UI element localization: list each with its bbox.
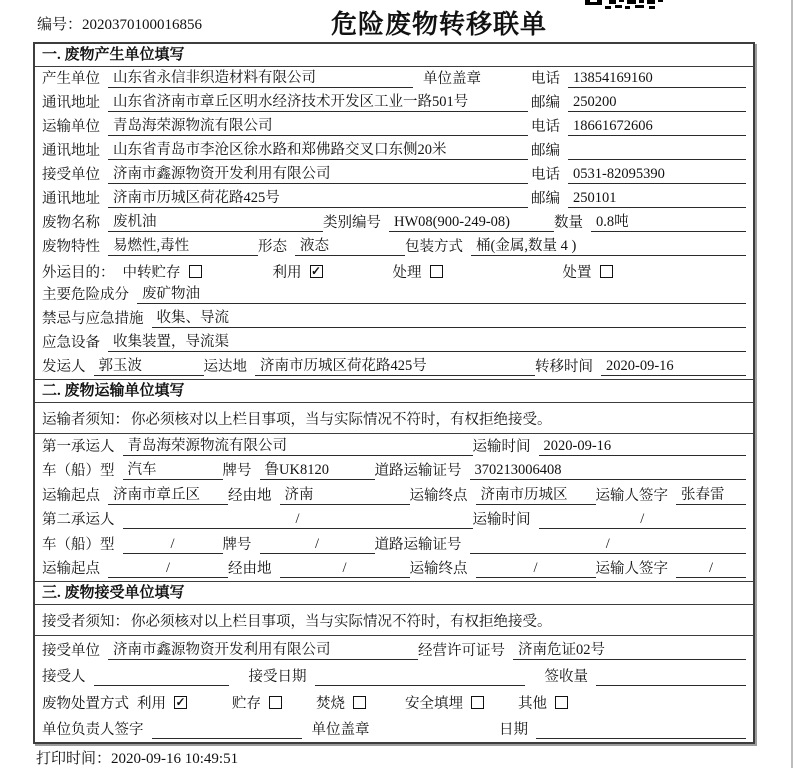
purpose-utilize-checkbox: [310, 265, 323, 278]
destination-label: 运达地: [203, 359, 247, 375]
transporter-phone-label: 电话: [531, 119, 560, 135]
first-carrier-label: 第一承运人: [42, 438, 115, 455]
transporter-signature-2-value: /: [676, 560, 746, 578]
receiver-address-value: 济南市历城区荷花路425号: [108, 186, 528, 208]
receiver-unit-seal-label: 单位盖章: [311, 722, 370, 738]
transporter-notice-row: [35, 403, 753, 434]
receive-date-label: 接受日期: [248, 669, 307, 685]
disposal-other-label: 其他: [518, 695, 547, 712]
disposal-storage-label: 贮存: [232, 695, 261, 712]
purpose-utilize-option: [273, 261, 393, 282]
waste-category-value: HW08(900-249-08): [389, 214, 554, 232]
disposal-utilize-option: [137, 692, 232, 713]
transporter-address-value: 山东省青岛市李沧区徐水路和郑佛路交叉口东侧20米: [108, 138, 528, 160]
receive-person-value: [94, 685, 229, 686]
print-time-value: 2020-09-16 10:49:51: [111, 751, 239, 767]
manifest-form: [33, 42, 755, 744]
checkbox-mark: ✓: [310, 264, 322, 278]
endpoint-2-label: 运输终点: [409, 561, 468, 577]
receiving-unit-row: [35, 636, 753, 663]
transporter-signature-1-label: 运输人签字: [595, 487, 668, 504]
producer-phone-label: 电话: [531, 71, 560, 87]
packing-method-label: 包装方式: [405, 239, 463, 255]
date-value: [536, 738, 746, 739]
vehicle-type-1-value: 汽车: [123, 458, 223, 480]
disposal-landfill-label: 安全填埋: [405, 695, 463, 712]
unit-head-signature-label: 单位负责人签字: [42, 722, 144, 738]
road-permit-2-value: /: [470, 536, 747, 554]
receiver-address-row: [35, 187, 753, 211]
packing-method-value: 桶(金属,数量 4 ): [471, 234, 746, 256]
origin-2-value: /: [108, 560, 228, 578]
producer-address-value: 山东省济南市章丘区明水经济技术开发区工业一路501号: [108, 90, 528, 112]
waste-form-label: 形态: [258, 239, 287, 255]
waste-quantity-label: 数量: [554, 215, 583, 231]
producer-unit-row: [35, 67, 753, 91]
origin-1-label: 运输起点: [42, 487, 100, 504]
transporter-notice-text: 你必须核对以上栏目事项，当与实际情况不符时，有权拒绝接受。: [131, 411, 552, 428]
receiver-postcode-label: 邮编: [531, 191, 560, 207]
emergency-measures-row: [35, 307, 753, 331]
purpose-transit-storage-label: 中转贮存: [122, 264, 181, 281]
print-time: [36, 747, 238, 768]
purpose-dispose-label: 处置: [562, 264, 592, 281]
section-producer: [35, 44, 753, 379]
road-permit-2-label: 道路运输证号: [374, 536, 462, 553]
checkbox-mark: ✓: [175, 695, 186, 710]
transfer-purpose-label: 外运目的：: [42, 264, 115, 281]
producer-unit-label: 产生单位: [42, 71, 100, 87]
endpoint-2-value: /: [476, 560, 596, 578]
producer-phone-value: 13854169160: [568, 70, 746, 88]
second-carrier-row: [35, 508, 753, 533]
endpoint-1-value: 济南市历城区: [476, 483, 596, 505]
consignor-label: 发运人: [42, 359, 86, 375]
emergency-equipment-row: [35, 331, 753, 355]
transporter-phone-value: 18661672606: [568, 118, 746, 136]
transfer-date-label: 转移时间: [535, 359, 593, 375]
purpose-transit-storage-option: [123, 261, 273, 282]
plate-number-2-value: /: [260, 536, 375, 554]
waste-property-value: 易燃性,毒性: [108, 234, 258, 256]
section-transporter: [35, 379, 753, 581]
waste-quantity-value: 0.8吨: [591, 210, 746, 232]
unit-head-signature-value: [152, 738, 302, 739]
waste-category-label: 类别编号: [323, 215, 381, 231]
receiver-unit-label: 接受单位: [42, 167, 100, 183]
section-receiver-title: 三. 废物接受单位填写: [35, 582, 753, 605]
receiver-notice-row: [35, 605, 753, 636]
date-label: 日期: [499, 722, 528, 738]
endpoint-1-label: 运输终点: [409, 487, 468, 504]
waste-form-value: 液态: [295, 234, 405, 256]
vehicle-type-1-label: 车（船）型: [42, 463, 115, 479]
route-1-row: [35, 483, 753, 508]
waste-name-label: 废物名称: [42, 215, 100, 231]
destination-value: 济南市历城区荷花路425号: [255, 354, 535, 376]
page-title: 危险废物转移联单: [331, 10, 548, 39]
emergency-equipment-value: 收集装置，导流渠: [108, 330, 746, 352]
route-2-row: [35, 557, 753, 582]
transporter-signature-2-label: 运输人签字: [595, 561, 668, 577]
emergency-measures-label: 禁忌与应急措施: [42, 311, 144, 327]
plate-number-2-label: 牌号: [222, 536, 252, 553]
transport-time-1-label: 运输时间: [472, 438, 531, 455]
producer-postcode-label: 邮编: [531, 95, 560, 111]
road-permit-1-label: 道路运输证号: [374, 463, 462, 479]
waste-property-label: 废物特性: [42, 239, 100, 255]
disposal-method-label: 废物处置方式: [42, 695, 129, 712]
first-carrier-row: [35, 434, 753, 459]
main-hazard-value: 废矿物油: [137, 282, 746, 304]
waste-property-row: [35, 235, 753, 259]
transporter-unit-row: [35, 115, 753, 139]
transporter-unit-value: 青岛海荣源物流有限公司: [108, 114, 528, 136]
vehicle-1-row: [35, 459, 753, 484]
disposal-incineration-option: [316, 692, 405, 713]
transport-time-2-value: /: [539, 511, 747, 529]
page-edge-line: [791, 0, 793, 768]
disposal-other-checkbox: [555, 696, 568, 709]
first-carrier-value: 青岛海荣源物流有限公司: [123, 434, 473, 456]
receive-person-row: [35, 663, 753, 690]
doc-number: [37, 13, 202, 34]
receiving-unit-value: 济南市鑫源物资开发利用有限公司: [108, 638, 418, 660]
receive-date-value: [315, 685, 525, 686]
vehicle-type-2-value: /: [123, 536, 223, 554]
consignor-value: 郭玉波: [94, 354, 204, 376]
main-hazard-row: [35, 283, 753, 307]
print-time-label: 打印时间：: [36, 751, 112, 767]
operating-permit-label: 经营许可证号: [418, 642, 505, 659]
origin-1-value: 济南市章丘区: [108, 483, 228, 505]
transporter-unit-label: 运输单位: [42, 119, 100, 135]
unit-head-signature-row: [35, 716, 753, 743]
unit-seal-label: 单位盖章: [423, 71, 481, 87]
via-2-label: 经由地: [228, 561, 272, 577]
producer-address-row: [35, 91, 753, 115]
purpose-dispose-option: [563, 261, 613, 282]
emergency-measures-value: 收集、导流: [152, 306, 747, 328]
disposal-method-row: [35, 689, 753, 716]
receiver-phone-label: 电话: [531, 167, 560, 183]
plate-number-1-value: 鲁UK8120: [260, 458, 375, 480]
disposal-incineration-label: 焚烧: [316, 695, 345, 712]
main-hazard-label: 主要危险成分: [42, 287, 129, 303]
purpose-transit-storage-checkbox: [189, 265, 202, 278]
disposal-other-option: [518, 692, 568, 713]
disposal-landfill-option: [405, 692, 518, 713]
transfer-date-value: 2020-09-16: [601, 358, 746, 376]
received-quantity-value: [596, 685, 746, 686]
transport-time-1-value: 2020-09-16: [539, 438, 747, 456]
via-2-value: /: [280, 560, 410, 578]
doc-number-value: 2020370100016856: [82, 17, 203, 33]
vehicle-type-2-label: 车（船）型: [42, 536, 115, 553]
transport-time-2-label: 运输时间: [472, 512, 531, 528]
receiving-unit-label: 接受单位: [42, 642, 100, 659]
receive-person-label: 接受人: [42, 669, 86, 685]
disposal-storage-checkbox: [269, 696, 282, 709]
receiver-address-label: 通讯地址: [42, 191, 100, 207]
purpose-utilize-label: 利用: [272, 264, 302, 281]
road-permit-1-value: 370213006408: [470, 462, 747, 480]
disposal-storage-option: [232, 692, 316, 713]
second-carrier-label: 第二承运人: [42, 512, 115, 528]
section-transporter-title: 二. 废物运输单位填写: [35, 380, 753, 403]
purpose-treat-option: [393, 261, 563, 282]
vehicle-2-row: [35, 532, 753, 557]
transporter-postcode-value: [568, 159, 746, 160]
emergency-equipment-label: 应急设备: [42, 335, 100, 351]
receiver-notice-label: 接受者须知：: [42, 613, 129, 630]
second-carrier-value: /: [123, 511, 473, 529]
via-1-label: 经由地: [228, 487, 272, 504]
transporter-postcode-label: 邮编: [531, 143, 560, 159]
doc-number-label: 编号：: [37, 17, 83, 33]
section-producer-title: 一. 废物产生单位填写: [35, 44, 753, 67]
purpose-treat-label: 处理: [392, 264, 422, 281]
plate-number-1-label: 牌号: [222, 463, 252, 479]
disposal-landfill-checkbox: [471, 696, 484, 709]
disposal-utilize-checkbox: [174, 696, 187, 709]
transporter-address-row: [35, 139, 753, 163]
transporter-address-label: 通讯地址: [42, 143, 100, 159]
transporter-signature-1-value: 张春雷: [676, 483, 746, 505]
producer-unit-value: 山东省永信非织造材料有限公司: [108, 66, 413, 88]
receiver-notice-text: 你必须核对以上栏目事项，当与实际情况不符时，有权拒绝接受。: [131, 613, 552, 630]
origin-2-label: 运输起点: [42, 561, 100, 577]
purpose-dispose-checkbox: [600, 265, 613, 278]
waste-name-row: [35, 211, 753, 235]
receiver-phone-value: 0531-82095390: [568, 166, 746, 184]
disposal-utilize-label: 利用: [137, 695, 166, 712]
producer-postcode-value: 250200: [568, 94, 746, 112]
section-receiver: [35, 581, 753, 742]
received-quantity-label: 签收量: [544, 669, 588, 685]
purpose-treat-checkbox: [430, 265, 443, 278]
transfer-purpose-row: [35, 259, 753, 283]
qr-code-icon: [585, 0, 663, 10]
via-1-value: 济南: [280, 483, 410, 505]
receiver-unit-row: [35, 163, 753, 187]
operating-permit-value: 济南危证02号: [513, 638, 746, 660]
consignor-row: [35, 355, 753, 379]
receiver-unit-value: 济南市鑫源物资开发利用有限公司: [108, 162, 528, 184]
disposal-incineration-checkbox: [353, 696, 366, 709]
transporter-notice-label: 运输者须知：: [42, 411, 129, 428]
producer-address-label: 通讯地址: [42, 95, 100, 111]
waste-name-value: 废机油: [108, 210, 323, 232]
receiver-postcode-value: 250101: [568, 190, 746, 208]
